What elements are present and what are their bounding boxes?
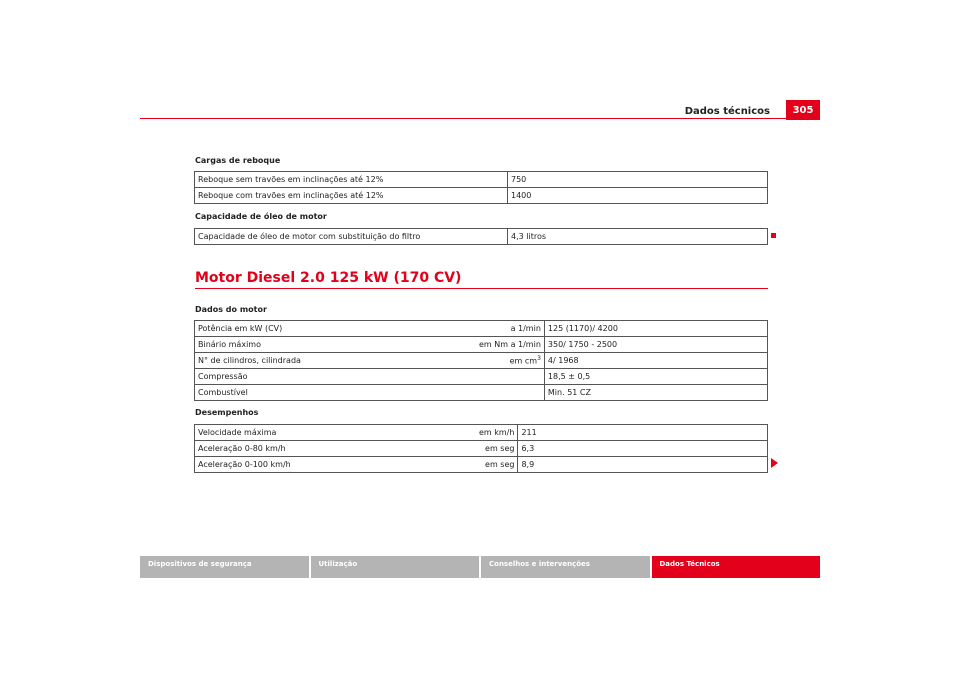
performance-table bbox=[194, 424, 768, 473]
towing-table bbox=[194, 171, 768, 204]
table-row bbox=[195, 188, 768, 204]
row-value: Min. 51 CZ bbox=[547, 388, 591, 397]
table-row bbox=[195, 353, 768, 369]
row-label: N° de cilindros, cilindrada bbox=[195, 353, 477, 369]
row-label: Compressão bbox=[195, 369, 477, 385]
row-value: 1400 bbox=[511, 191, 532, 200]
oil-section-label: Capacidade de óleo de motor bbox=[195, 212, 327, 221]
table-row bbox=[195, 441, 768, 457]
table-row bbox=[195, 337, 768, 353]
row-value: 4,3 litros bbox=[511, 232, 547, 241]
row-value: 4/ 1968 bbox=[544, 353, 767, 369]
row-label: Aceleração 0-100 km/h bbox=[198, 460, 291, 469]
row-unit: em seg bbox=[476, 457, 518, 473]
table-row bbox=[195, 321, 768, 337]
row-unit bbox=[476, 353, 544, 369]
performance-section-label: Desempenhos bbox=[195, 408, 259, 417]
table-row bbox=[195, 229, 768, 245]
row-label: Reboque sem travões em inclinações até 12% bbox=[195, 172, 508, 188]
row-label: Reboque com travões em inclinações até 12% bbox=[195, 188, 508, 204]
table-row bbox=[195, 172, 768, 188]
section-heading: Motor Diesel 2.0 125 kW (170 CV) bbox=[195, 270, 462, 286]
continue-arrow-icon bbox=[771, 458, 778, 468]
header-rule bbox=[140, 118, 820, 119]
row-label: Capacidade de óleo de motor com substituição do filtro bbox=[195, 229, 508, 245]
table-row bbox=[195, 457, 768, 473]
footer-tab-advice[interactable]: Conselhos e intervenções bbox=[481, 556, 652, 578]
row-value: 18,5 ± 0,5 bbox=[544, 369, 767, 385]
towing-section-label: Cargas de reboque bbox=[195, 156, 281, 165]
row-value: 6,3 bbox=[518, 441, 768, 457]
footer-tab-technical-data[interactable]: Dados Técnicos bbox=[652, 556, 821, 578]
engine-table bbox=[194, 320, 768, 401]
unit-superscript: 3 bbox=[537, 355, 541, 363]
unit-text: em cm bbox=[509, 356, 538, 366]
engine-section-label: Dados do motor bbox=[195, 305, 267, 314]
page-number-badge: 305 bbox=[786, 100, 820, 120]
row-label: Aceleração 0-80 km/h bbox=[195, 441, 477, 457]
heading-rule bbox=[195, 288, 768, 289]
table-row bbox=[195, 385, 768, 401]
row-label: Potência em kW (CV) bbox=[195, 321, 477, 337]
row-unit bbox=[476, 369, 544, 385]
row-value: 125 (1170)/ 4200 bbox=[544, 321, 767, 337]
row-unit: em Nm a 1/min bbox=[476, 337, 544, 353]
row-unit: a 1/min bbox=[476, 321, 544, 337]
row-value: 211 bbox=[518, 425, 768, 441]
row-value: 350/ 1750 - 2500 bbox=[544, 337, 767, 353]
oil-table bbox=[194, 228, 768, 245]
row-label: Binário máximo bbox=[195, 337, 477, 353]
section-end-marker bbox=[771, 233, 776, 238]
row-label: Velocidade máxima bbox=[195, 425, 477, 441]
table-row bbox=[195, 369, 768, 385]
footer-tab-safety[interactable]: Dispositivos de segurança bbox=[140, 556, 311, 578]
row-unit: em seg bbox=[476, 441, 518, 457]
footer-nav bbox=[140, 556, 820, 578]
row-label: Combustível bbox=[198, 388, 248, 397]
row-value: 750 bbox=[508, 172, 768, 188]
row-unit: em km/h bbox=[476, 425, 518, 441]
row-value: 8,9 bbox=[521, 460, 535, 469]
footer-tab-usage[interactable]: Utilização bbox=[311, 556, 482, 578]
page-header-title: Dados técnicos bbox=[684, 106, 770, 117]
table-row bbox=[195, 425, 768, 441]
row-unit bbox=[476, 385, 544, 401]
